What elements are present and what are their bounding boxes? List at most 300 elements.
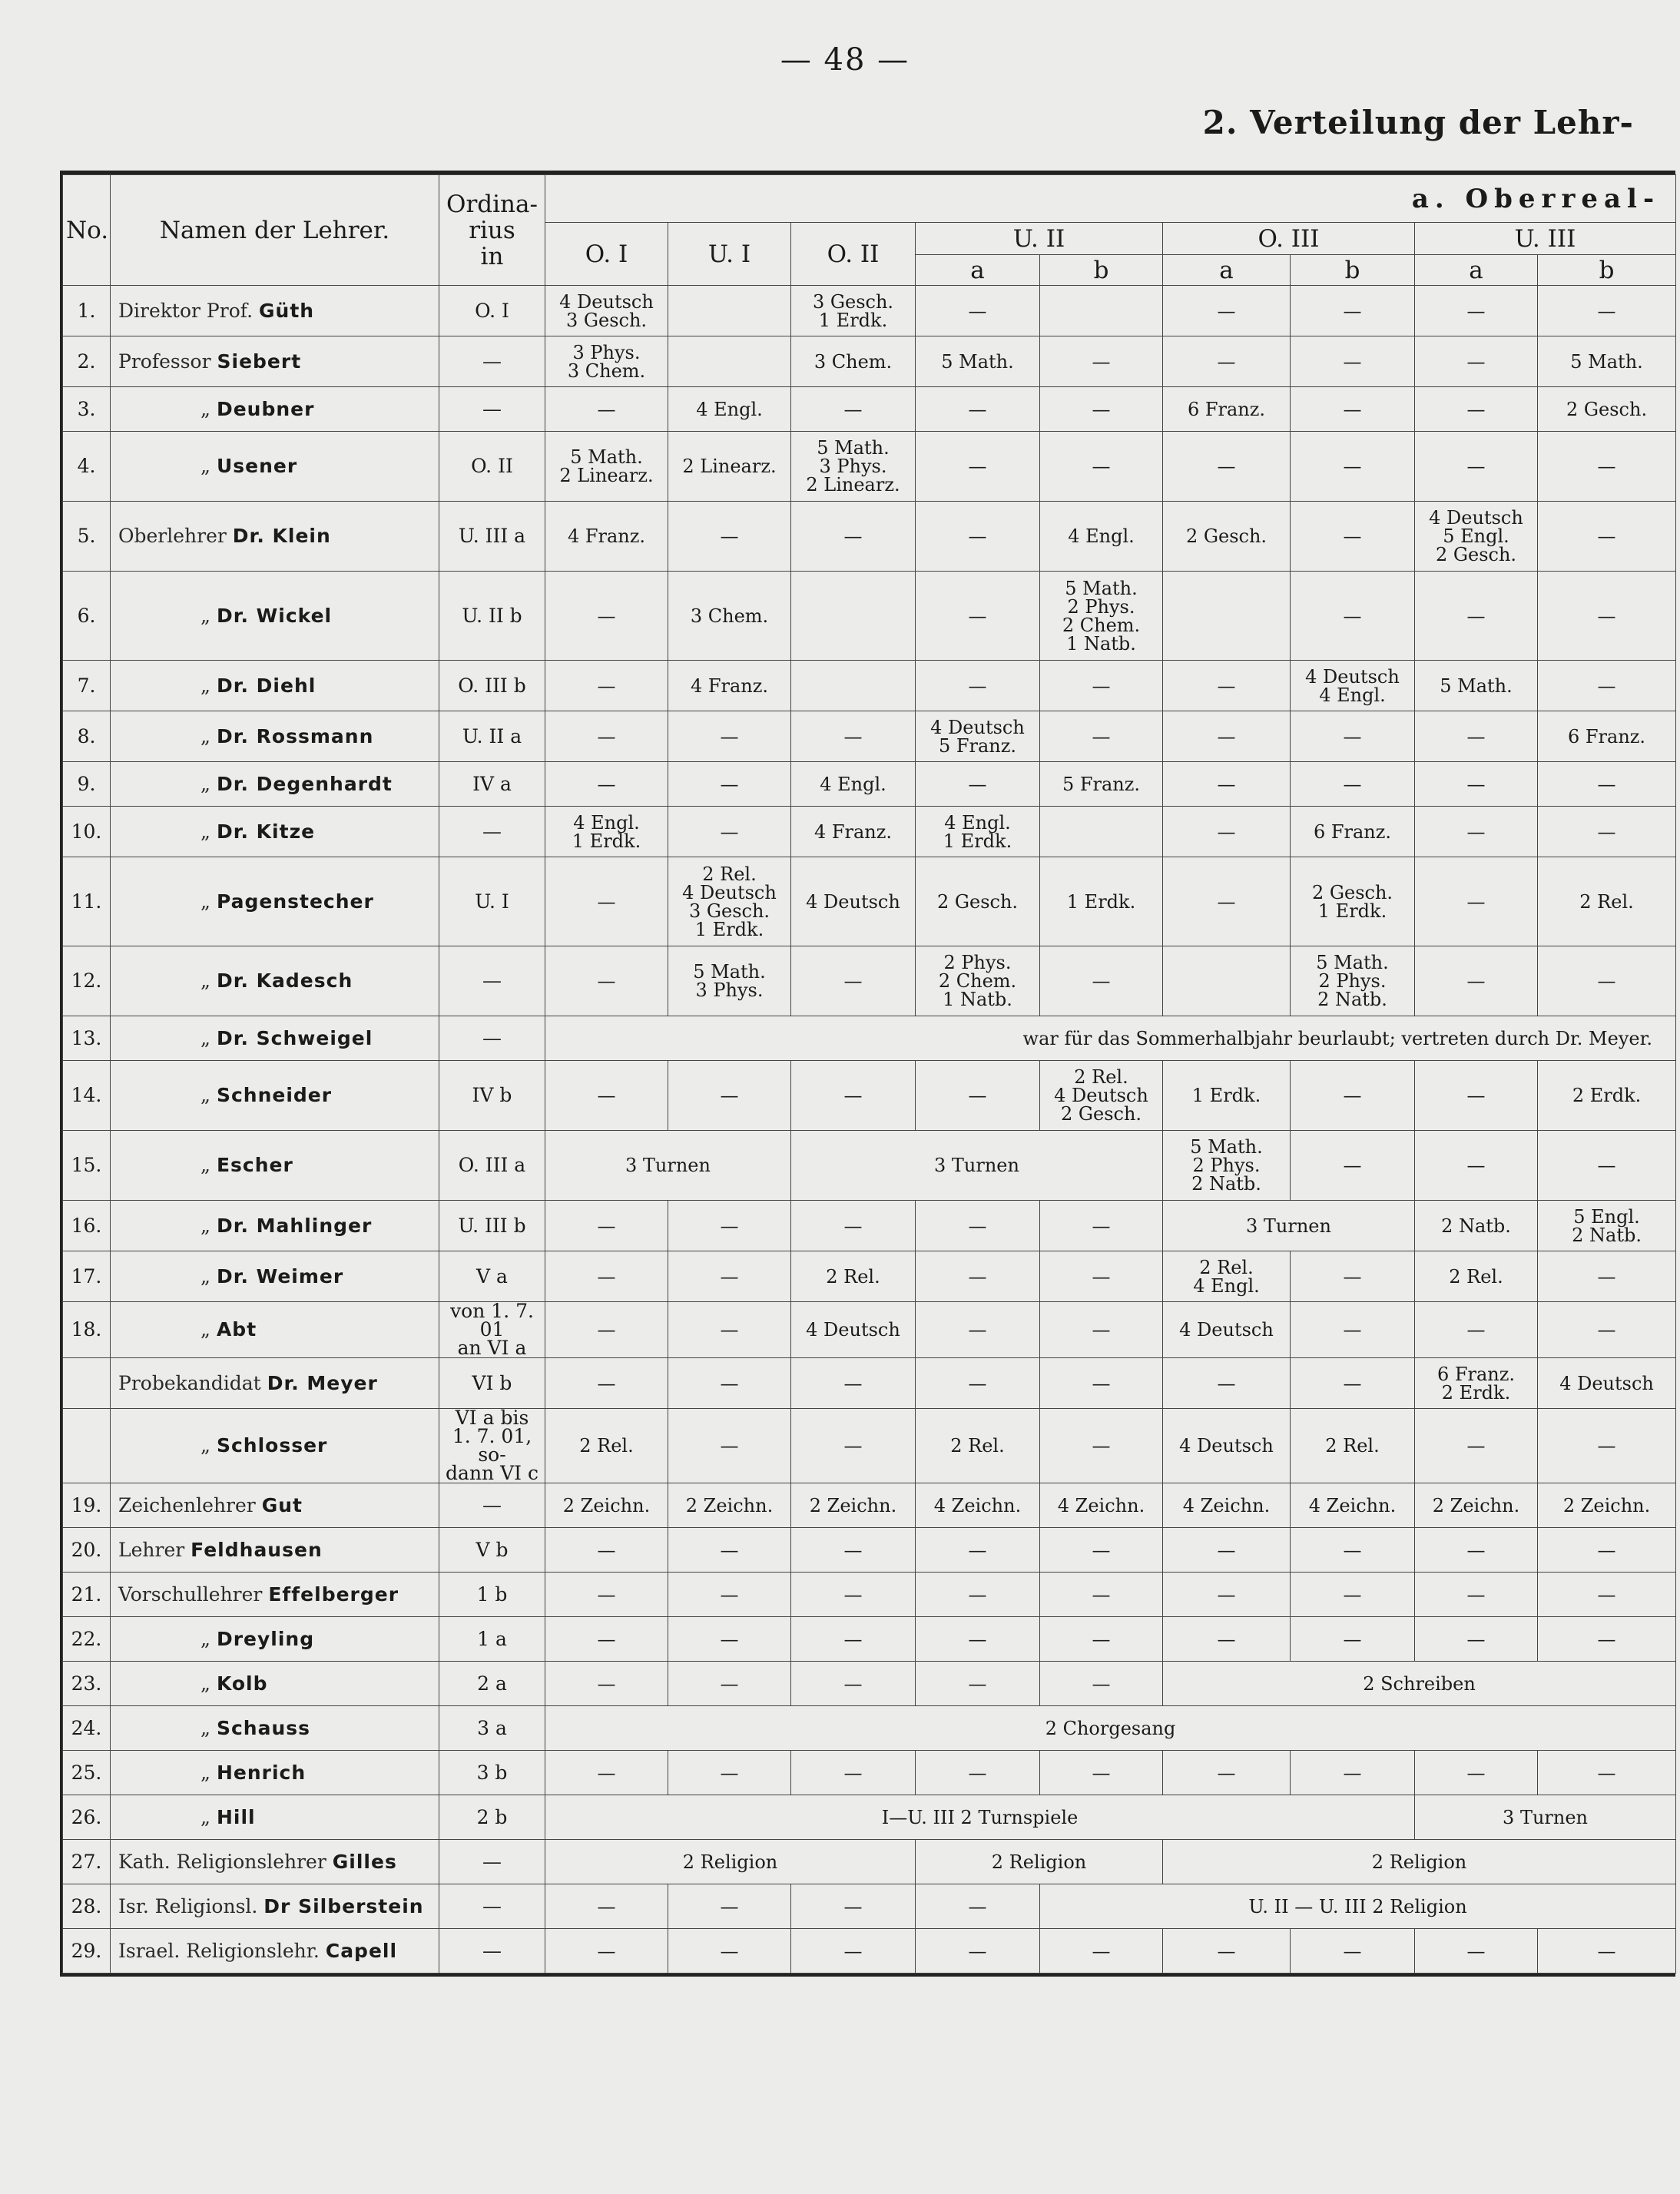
- teacher-name: Capell: [325, 1939, 398, 1962]
- subject-cell: —: [1415, 1302, 1538, 1358]
- subject-cell: —: [1040, 1751, 1163, 1795]
- teacher-name-cell: [111, 1573, 439, 1617]
- subject-cell: —: [791, 1358, 916, 1409]
- teacher-name-cell: [111, 1131, 439, 1201]
- ordinarius-cell: —: [439, 1929, 545, 1974]
- subject-cell: —: [1538, 502, 1676, 572]
- table-row: [63, 807, 1676, 857]
- subject-cell: —: [1538, 946, 1676, 1016]
- teacher-distribution-table: [60, 171, 1675, 1977]
- ordinarius-cell: U. III a: [439, 502, 545, 572]
- subject-cell: 4 Zeichn.: [916, 1483, 1040, 1528]
- col-group-o3: O. III: [1163, 223, 1415, 255]
- subject-cell: —: [1163, 661, 1291, 711]
- subject-cell: —: [916, 1528, 1040, 1573]
- subject-cell: 3 Turnen: [1415, 1795, 1676, 1840]
- subject-cell: —: [545, 1358, 668, 1409]
- subject-cell: 5 Math. 2 Phys. 2 Chem. 1 Natb.: [1040, 572, 1163, 661]
- subject-cell: —: [545, 387, 668, 432]
- teacher-name-cell: [111, 1840, 439, 1884]
- subject-cell: —: [1415, 336, 1538, 387]
- subject-cell: —: [1415, 1061, 1538, 1131]
- subject-cell: —: [1040, 711, 1163, 762]
- subject-cell: 6 Franz.: [1538, 711, 1676, 762]
- subject-cell: —: [1415, 1528, 1538, 1573]
- subject-cell: —: [1163, 1751, 1291, 1795]
- subject-cell: —: [791, 1528, 916, 1573]
- teacher-name-cell: [111, 1617, 439, 1662]
- subject-cell: —: [1538, 1929, 1676, 1974]
- subject-cell: —: [1040, 336, 1163, 387]
- subject-cell: —: [668, 1251, 791, 1302]
- subject-cell: 4 Engl. 1 Erdk.: [916, 807, 1040, 857]
- spanning-note: war für das Sommerhalbjahr beurlaubt; vertreten durch Dr. Meyer.: [545, 1016, 1676, 1061]
- subject-cell: —: [1291, 1251, 1415, 1302]
- teacher-name-cell: [111, 1201, 439, 1251]
- teacher-title: „: [200, 1264, 210, 1288]
- row-number: 12.: [63, 946, 111, 1016]
- teacher-title: „: [200, 1318, 210, 1341]
- subject-cell: —: [916, 1302, 1040, 1358]
- subject-cell: 6 Franz.: [1163, 387, 1291, 432]
- col-group-u3: U. III: [1415, 223, 1676, 255]
- subject-cell: 4 Zeichn.: [1163, 1483, 1291, 1528]
- row-number: 20.: [63, 1528, 111, 1573]
- subject-cell: 5 Math.: [1538, 336, 1676, 387]
- subject-cell: —: [1163, 336, 1291, 387]
- subject-cell: U. II — U. III 2 Religion: [1040, 1884, 1676, 1929]
- subject-cell: 2 Gesch.: [1538, 387, 1676, 432]
- section-heading: 2. Verteilung der Lehr-: [1202, 104, 1634, 141]
- subject-cell: —: [1415, 762, 1538, 807]
- table-row: [63, 1061, 1676, 1131]
- subject-cell: —: [545, 572, 668, 661]
- ordinarius-cell: O. III b: [439, 661, 545, 711]
- table-row: [63, 1706, 1676, 1751]
- subject-cell: —: [1163, 1358, 1291, 1409]
- ordinarius-cell: U. II b: [439, 572, 545, 661]
- row-number: 3.: [63, 387, 111, 432]
- subject-cell: —: [791, 1573, 916, 1617]
- ordinarius-cell: V a: [439, 1251, 545, 1302]
- subject-cell: —: [1163, 857, 1291, 946]
- subject-cell: —: [1040, 1929, 1163, 1974]
- subject-cell: —: [545, 1929, 668, 1974]
- teacher-name: Dr. Diehl: [216, 674, 316, 697]
- subject-cell: —: [1163, 1617, 1291, 1662]
- subject-cell: —: [1040, 1528, 1163, 1573]
- teacher-name: Dr. Rossmann: [216, 724, 374, 747]
- subject-cell: 2 Gesch.: [1163, 502, 1291, 572]
- subject-cell: 3 Chem.: [791, 336, 916, 387]
- teacher-title: „: [200, 1672, 210, 1695]
- subject-cell: —: [916, 1061, 1040, 1131]
- subject-cell: —: [1040, 661, 1163, 711]
- teacher-name: Escher: [216, 1154, 293, 1176]
- table-row: [63, 572, 1676, 661]
- subject-cell: 2 Religion: [916, 1840, 1163, 1884]
- teacher-title: Zeichenlehrer: [118, 1493, 256, 1516]
- subject-cell: —: [1538, 807, 1676, 857]
- subject-cell: 2 Schreiben: [1163, 1662, 1676, 1706]
- row-number: [63, 1409, 111, 1483]
- col-sub-b: b: [1538, 255, 1676, 286]
- row-number: 8.: [63, 711, 111, 762]
- subject-cell: —: [545, 762, 668, 807]
- subject-cell: —: [1291, 762, 1415, 807]
- teacher-title: „: [200, 604, 210, 627]
- subject-cell: 2 Rel. 4 Deutsch 2 Gesch.: [1040, 1061, 1163, 1131]
- subject-cell: —: [1163, 711, 1291, 762]
- teacher-name: Schneider: [216, 1084, 333, 1106]
- subject-cell: —: [668, 502, 791, 572]
- subject-cell: —: [545, 1662, 668, 1706]
- subject-cell: —: [1415, 857, 1538, 946]
- teacher-name-cell: [111, 1061, 439, 1131]
- subject-cell: —: [545, 1573, 668, 1617]
- table-row: [63, 432, 1676, 502]
- teacher-name-cell: [111, 1409, 439, 1483]
- ordinarius-cell: O. III a: [439, 1131, 545, 1201]
- table-row: [63, 1840, 1676, 1884]
- teacher-name-cell: [111, 1929, 439, 1974]
- subject-cell: —: [791, 711, 916, 762]
- subject-cell: 5 Math.: [916, 336, 1040, 387]
- subject-cell: —: [545, 857, 668, 946]
- teacher-name-cell: [111, 1662, 439, 1706]
- teacher-title: „: [200, 1761, 210, 1784]
- subject-cell: [668, 286, 791, 336]
- subject-cell: —: [916, 1884, 1040, 1929]
- subject-cell: —: [1415, 1617, 1538, 1662]
- subject-cell: 2 Zeichn.: [545, 1483, 668, 1528]
- subject-cell: —: [1415, 1751, 1538, 1795]
- subject-cell: 4 Engl.: [668, 387, 791, 432]
- subject-cell: —: [916, 1251, 1040, 1302]
- table-row: [63, 1016, 1676, 1061]
- table-row: [63, 1795, 1676, 1840]
- subject-cell: —: [668, 1201, 791, 1251]
- subject-cell: 2 Rel.: [791, 1251, 916, 1302]
- subject-cell: 4 Zeichn.: [1291, 1483, 1415, 1528]
- subject-cell: —: [1415, 286, 1538, 336]
- subject-cell: —: [545, 711, 668, 762]
- teacher-name: Effelberger: [268, 1583, 399, 1606]
- subject-cell: —: [545, 1884, 668, 1929]
- ordinarius-cell: U. I: [439, 857, 545, 946]
- subject-cell: 2 Religion: [545, 1840, 916, 1884]
- col-no-header: No.: [63, 175, 111, 286]
- row-number: 9.: [63, 762, 111, 807]
- subject-cell: [1040, 286, 1163, 336]
- subject-cell: —: [545, 1201, 668, 1251]
- subject-cell: 2 Rel.: [916, 1409, 1040, 1483]
- subject-cell: —: [916, 1617, 1040, 1662]
- teacher-title: „: [200, 397, 210, 420]
- subject-cell: —: [668, 1302, 791, 1358]
- teacher-name: Schlosser: [216, 1434, 328, 1457]
- teacher-name: Dr. Wickel: [216, 604, 333, 627]
- table-row: [63, 1358, 1676, 1409]
- subject-cell: —: [1415, 807, 1538, 857]
- subject-cell: [668, 336, 791, 387]
- subject-cell: —: [1415, 711, 1538, 762]
- subject-cell: —: [1538, 1302, 1676, 1358]
- subject-cell: —: [1040, 946, 1163, 1016]
- subject-cell: —: [1291, 387, 1415, 432]
- subject-cell: 2 Rel.: [1415, 1251, 1538, 1302]
- subject-cell: 2 Erdk.: [1538, 1061, 1676, 1131]
- table-row: [63, 387, 1676, 432]
- subject-cell: 5 Math. 2 Phys. 2 Natb.: [1163, 1131, 1291, 1201]
- teacher-name: Dr Silberstein: [263, 1894, 424, 1917]
- teacher-name-cell: [111, 336, 439, 387]
- row-number: 17.: [63, 1251, 111, 1302]
- teacher-title: Direktor Prof.: [118, 299, 253, 322]
- subject-cell: —: [668, 1409, 791, 1483]
- subject-cell: —: [1040, 1201, 1163, 1251]
- ordinarius-cell: —: [439, 807, 545, 857]
- table-row: [63, 762, 1676, 807]
- teacher-name-cell: [111, 1884, 439, 1929]
- col-sub-a: a: [1163, 255, 1291, 286]
- subject-cell: —: [1163, 286, 1291, 336]
- ordinarius-cell: U. II a: [439, 711, 545, 762]
- row-number: 13.: [63, 1016, 111, 1061]
- teacher-name: Kolb: [216, 1672, 268, 1695]
- subject-cell: —: [1291, 572, 1415, 661]
- subject-cell: —: [791, 1617, 916, 1662]
- table-row: [63, 946, 1676, 1016]
- teacher-name: Hill: [216, 1805, 256, 1828]
- subject-cell: —: [1415, 1131, 1538, 1201]
- teacher-title: „: [200, 724, 210, 747]
- subject-cell: 4 Engl.: [791, 762, 916, 807]
- row-number: 15.: [63, 1131, 111, 1201]
- teacher-name-cell: [111, 1251, 439, 1302]
- subject-cell: —: [1291, 1929, 1415, 1974]
- subject-cell: —: [1040, 1573, 1163, 1617]
- subject-cell: 3 Phys. 3 Chem.: [545, 336, 668, 387]
- subject-cell: 4 Deutsch 5 Franz.: [916, 711, 1040, 762]
- teacher-name: Dreyling: [216, 1627, 315, 1650]
- row-number: 29.: [63, 1929, 111, 1974]
- table-row: [63, 1617, 1676, 1662]
- subject-cell: 2 Religion: [1163, 1840, 1676, 1884]
- teacher-name: Usener: [216, 455, 298, 477]
- subject-cell: —: [668, 1573, 791, 1617]
- subject-cell: [791, 661, 916, 711]
- subject-cell: 2 Zeichn.: [1538, 1483, 1676, 1528]
- subject-cell: —: [1291, 1528, 1415, 1573]
- subject-cell: —: [1163, 1929, 1291, 1974]
- subject-cell: 4 Franz.: [545, 502, 668, 572]
- subject-cell: —: [1040, 1409, 1163, 1483]
- row-number: 22.: [63, 1617, 111, 1662]
- subject-cell: —: [916, 661, 1040, 711]
- subject-cell: —: [1538, 762, 1676, 807]
- subject-cell: 2 Phys. 2 Chem. 1 Natb.: [916, 946, 1040, 1016]
- row-number: 23.: [63, 1662, 111, 1706]
- ordinarius-cell: 1 b: [439, 1573, 545, 1617]
- row-number: 11.: [63, 857, 111, 946]
- teacher-title: Oberlehrer: [118, 525, 227, 547]
- table-row: [63, 711, 1676, 762]
- subject-cell: 6 Franz.: [1291, 807, 1415, 857]
- table-row: [63, 661, 1676, 711]
- subject-cell: —: [1538, 1131, 1676, 1201]
- subject-cell: —: [916, 387, 1040, 432]
- ordinarius-cell: —: [439, 1840, 545, 1884]
- subject-cell: 2 Rel.: [1291, 1409, 1415, 1483]
- table-row: [63, 1528, 1676, 1573]
- subject-cell: —: [1040, 432, 1163, 502]
- subject-cell: —: [545, 1751, 668, 1795]
- teacher-title: „: [200, 455, 210, 477]
- col-sub-b: b: [1040, 255, 1163, 286]
- row-number: 28.: [63, 1884, 111, 1929]
- subject-cell: —: [1291, 1617, 1415, 1662]
- subject-cell: —: [1040, 1662, 1163, 1706]
- subject-cell: 3 Chem.: [668, 572, 791, 661]
- subject-cell: 2 Gesch. 1 Erdk.: [1291, 857, 1415, 946]
- row-number: 24.: [63, 1706, 111, 1751]
- subject-cell: —: [1538, 572, 1676, 661]
- subject-cell: [1163, 946, 1291, 1016]
- section-title: a. Oberreal-: [545, 175, 1676, 223]
- table-row: [63, 336, 1676, 387]
- subject-cell: —: [1163, 807, 1291, 857]
- subject-cell: —: [1538, 661, 1676, 711]
- table-row: [63, 1751, 1676, 1795]
- subject-cell: —: [916, 1662, 1040, 1706]
- subject-cell: —: [1040, 1251, 1163, 1302]
- subject-cell: 2 Gesch.: [916, 857, 1040, 946]
- subject-cell: —: [791, 1884, 916, 1929]
- subject-cell: —: [545, 1528, 668, 1573]
- subject-cell: —: [1040, 1358, 1163, 1409]
- teacher-title: Kath. Religionslehrer: [118, 1850, 326, 1873]
- subject-cell: 4 Deutsch: [791, 857, 916, 946]
- subject-cell: 3 Turnen: [791, 1131, 1163, 1201]
- teacher-title: „: [200, 969, 210, 992]
- subject-cell: —: [791, 1409, 916, 1483]
- ordinarius-cell: VI a bis 1. 7. 01, so- dann VI c: [439, 1409, 545, 1483]
- subject-cell: —: [1415, 1929, 1538, 1974]
- teacher-name-cell: [111, 1528, 439, 1573]
- subject-cell: 2 Rel. 4 Deutsch 3 Gesch. 1 Erdk.: [668, 857, 791, 946]
- teacher-name-cell: [111, 661, 439, 711]
- subject-cell: —: [545, 1617, 668, 1662]
- subject-cell: —: [1291, 1131, 1415, 1201]
- row-number: 10.: [63, 807, 111, 857]
- subject-cell: —: [1291, 286, 1415, 336]
- table-row: [63, 1929, 1676, 1974]
- subject-cell: 4 Deutsch 4 Engl.: [1291, 661, 1415, 711]
- subject-cell: —: [1538, 286, 1676, 336]
- subject-cell: 1 Erdk.: [1163, 1061, 1291, 1131]
- table-row: [63, 1884, 1676, 1929]
- teacher-name-cell: [111, 807, 439, 857]
- ordinarius-cell: IV a: [439, 762, 545, 807]
- subject-cell: 2 Linearz.: [668, 432, 791, 502]
- table-row: [63, 1302, 1676, 1358]
- subject-cell: —: [1291, 1573, 1415, 1617]
- subject-cell: —: [1163, 1528, 1291, 1573]
- ordinarius-cell: 1 a: [439, 1617, 545, 1662]
- table-row: [63, 502, 1676, 572]
- subject-cell: 4 Zeichn.: [1040, 1483, 1163, 1528]
- subject-cell: —: [1415, 432, 1538, 502]
- subject-cell: 3 Turnen: [1163, 1201, 1415, 1251]
- teacher-name: Feldhausen: [191, 1538, 323, 1561]
- subject-cell: —: [545, 946, 668, 1016]
- teacher-name: Abt: [216, 1318, 257, 1341]
- teacher-title: Professor: [118, 350, 211, 373]
- row-number: 25.: [63, 1751, 111, 1795]
- subject-cell: —: [916, 1751, 1040, 1795]
- subject-cell: —: [545, 1251, 668, 1302]
- subject-cell: 2 Zeichn.: [791, 1483, 916, 1528]
- subject-cell: [1163, 572, 1291, 661]
- teacher-title: Vorschullehrer: [118, 1583, 263, 1606]
- subject-cell: —: [1538, 432, 1676, 502]
- subject-cell: —: [916, 762, 1040, 807]
- page-number: — 48 —: [780, 42, 910, 78]
- subject-cell: [1040, 807, 1163, 857]
- ordinarius-cell: —: [439, 946, 545, 1016]
- subject-cell: —: [668, 1528, 791, 1573]
- subject-cell: —: [1291, 1061, 1415, 1131]
- ordinarius-cell: von 1. 7. 01 an VI a: [439, 1302, 545, 1358]
- teacher-title: „: [200, 1434, 210, 1457]
- teacher-name-cell: [111, 572, 439, 661]
- ordinarius-cell: —: [439, 387, 545, 432]
- col-name-header: Namen der Lehrer.: [111, 175, 439, 286]
- row-number: 1.: [63, 286, 111, 336]
- subject-cell: —: [668, 1929, 791, 1974]
- table-row: [63, 1201, 1676, 1251]
- table-row: [63, 1251, 1676, 1302]
- row-number: 18.: [63, 1302, 111, 1358]
- subject-cell: —: [791, 1662, 916, 1706]
- subject-cell: —: [1538, 1617, 1676, 1662]
- col-class-u1: U. I: [668, 223, 791, 286]
- subject-cell: —: [1415, 1409, 1538, 1483]
- subject-cell: —: [1415, 1573, 1538, 1617]
- teacher-name: Deubner: [216, 397, 315, 420]
- subject-cell: —: [916, 1358, 1040, 1409]
- subject-cell: —: [668, 807, 791, 857]
- table-row: [63, 1409, 1676, 1483]
- subject-cell: —: [1291, 711, 1415, 762]
- ordinarius-cell: U. III b: [439, 1201, 545, 1251]
- subject-cell: —: [791, 387, 916, 432]
- subject-cell: —: [1163, 762, 1291, 807]
- teacher-title: Isr. Religionsl.: [118, 1894, 258, 1917]
- subject-cell: 5 Math. 2 Linearz.: [545, 432, 668, 502]
- subject-cell: 1 Erdk.: [1040, 857, 1163, 946]
- teacher-name: Dr. Schweigel: [216, 1026, 373, 1049]
- subject-cell: —: [1415, 946, 1538, 1016]
- col-sub-a: a: [916, 255, 1040, 286]
- teacher-name-cell: [111, 711, 439, 762]
- subject-cell: I—U. III 2 Turnspiele: [545, 1795, 1415, 1840]
- subject-cell: 5 Math. 2 Phys. 2 Natb.: [1291, 946, 1415, 1016]
- subject-cell: —: [1040, 1617, 1163, 1662]
- ordinarius-cell: V b: [439, 1528, 545, 1573]
- teacher-title: „: [200, 1154, 210, 1176]
